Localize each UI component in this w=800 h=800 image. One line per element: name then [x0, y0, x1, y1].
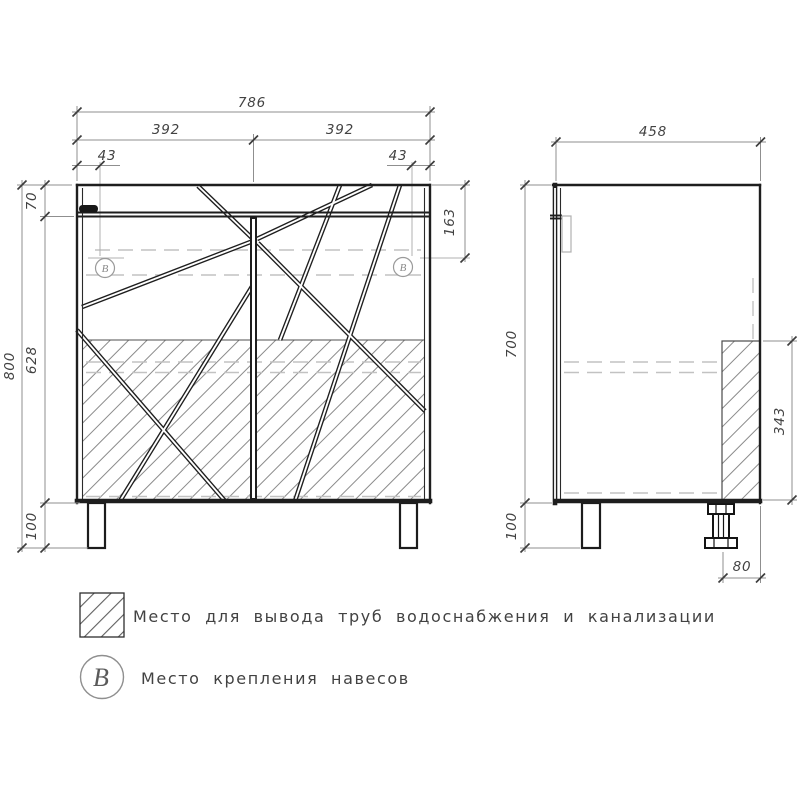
mount-marker-left-letter: B	[101, 263, 109, 275]
side-front-leg	[582, 503, 600, 548]
hatch-swatch-icon	[80, 593, 124, 637]
dim-top-panel-height: 70	[24, 191, 40, 211]
dim-carcass-height: 700	[504, 329, 520, 359]
side-view	[550, 185, 760, 548]
dim-body-height: 628	[24, 345, 40, 375]
legend	[80, 593, 716, 699]
mount-marker-left	[96, 259, 115, 278]
mount-marker-right-letter: B	[399, 262, 407, 274]
front-left-leg	[88, 503, 105, 548]
door-handle-icon	[79, 205, 98, 213]
dim-leg-height-front: 100	[24, 511, 40, 541]
dim-total-width: 786	[237, 95, 267, 111]
legend-pipe-zone-label: Место для вывода труб водоснабжения и канализации	[133, 607, 716, 626]
dim-depth: 458	[638, 124, 668, 140]
legend-mount-label: Место крепления навесов	[141, 669, 410, 688]
dim-half-width-left: 392	[151, 122, 181, 138]
dim-offset-left: 43	[97, 148, 117, 164]
dim-half-width-right: 392	[325, 122, 355, 138]
dim-pipe-zone-depth: 80	[732, 559, 752, 575]
adjustable-foot	[705, 504, 737, 548]
dim-total-height: 800	[2, 351, 18, 381]
mount-marker-right	[394, 258, 413, 277]
dim-leg-height-side: 100	[504, 511, 520, 541]
side-pipe-zone-hatch	[722, 341, 760, 500]
dim-mount-from-top: 163	[442, 207, 458, 237]
side-handle-icon	[562, 216, 571, 252]
legend-pipe-zone-item	[80, 593, 716, 637]
dim-pipe-zone-height: 343	[772, 406, 788, 436]
dim-offset-right: 43	[388, 148, 408, 164]
front-right-leg	[400, 503, 417, 548]
front-view	[77, 162, 470, 548]
legend-mount-item	[81, 656, 410, 699]
legend-mount-symbol: B	[93, 663, 109, 692]
